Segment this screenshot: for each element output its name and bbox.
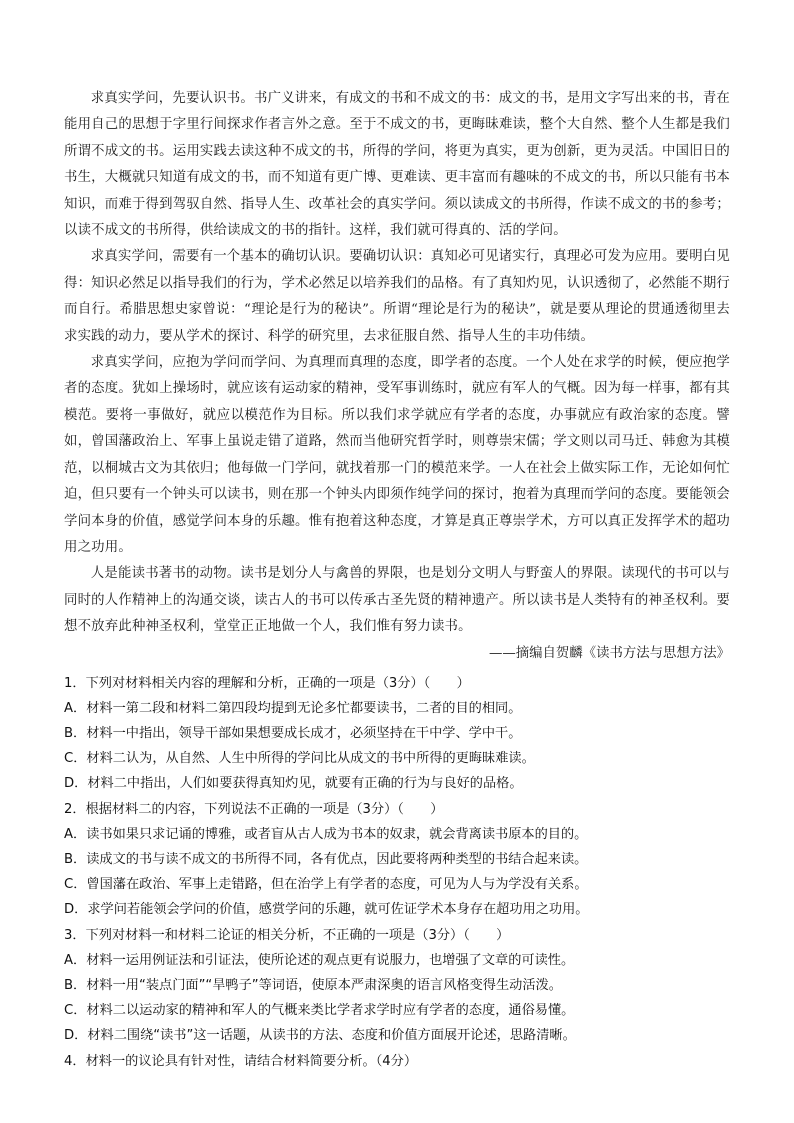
question-stem: 4．材料一的议论具有针对性，请结合材料简要分析。（4分）: [64, 1053, 418, 1069]
passage-source: ——摘编自贺麟《读书方法与思想方法》: [488, 645, 730, 661]
question-stem: 1．下列对材料相关内容的理解和分析，正确的一项是（3分）（ ）: [64, 675, 470, 691]
question-1: [64, 671, 730, 797]
option-b: B．材料一用“装点门面”“旱鸭子”等词语，使原本严肃深奥的语言风格变得生动活泼。: [64, 977, 562, 993]
question-list: [64, 671, 730, 1074]
reading-passage: [64, 86, 730, 667]
option-d: D．材料二围绕“读书”这一话题，从读书的方法、态度和价值方面展开论述，思路清晰。: [64, 1028, 576, 1044]
option-a: A．材料一第二段和材料二第四段均提到无论多忙都要读书，二者的目的相同。: [64, 700, 522, 716]
passage-paragraph-1: 求真实学问，先要认识书。书广义讲来，有成文的书和不成文的书：成文的书，是用文字写出来的书，青在能用自己的思想于字里行间探求作者言外之意。至于不成文的书，更晦昧难读，整个大自然、整个人生都是我们所谓不成文的书。运用实践去读这种不成文的书，所得的学问，将更为真实，更为创新，更为灵活。中国旧日的书生，大概就只知道有成文的书，而不知道有更广博、更难读、更丰富而有趣味的不成文的书，所以只能有书本知识，而难于得到驾驭自然、指导人生、改革社会的真实学问。须以读成文的书所得，作读不成文的书的参考；以读不成文的书所得，供给读成文的书的指针。这样，我们就可得真的、活的学问。: [64, 91, 730, 239]
passage-paragraph-2: 求真实学问，需要有一个基本的确切认识。要确切认识：真知必可见诸实行，真理必可发为应用。要明白见得：知识必然足以指导我们的行为，学术必然足以培养我们的品格。有了真知灼见，认识透彻了，必然能不期行而自行。希腊思想史家曾说：“理论是行为的秘诀”。所谓“理论是行为的秘诀”，就是要从理论的贯通透彻里去求实践的动力，要从学术的探讨、科学的研究里，去求征服自然、指导人生的丰功伟绩。: [64, 249, 730, 344]
question-3: [64, 923, 730, 1049]
question-stem: 3．下列对材料一和材料二论证的相关分析，不正确的一项是（3分）（ ）: [64, 927, 510, 943]
passage-paragraph-3: 求真实学问，应抱为学问而学问、为真理而真理的态度，即学者的态度。一个人处在求学的时候，便应抱学者的态度。犹如上操场时，就应该有运动家的精神，受军事训练时，就应有军人的气概。因为每一样事，都有其模范。要将一事做好，就应以模范作为目标。所以我们求学就应有学者的态度，办事就应有政治家的态度。譬如，曾国藩政治上、军事上虽说走错了道路，然而当他研究哲学时，则尊崇宋儒；学文则以司马迁、韩愈为其模范，以桐城古文为其依归；他每做一门学问，就找着那一门的模范来学。一人在社会上做实际工作，无论如何忙迫，但只要有一个钟头可以读书，则在那一个钟头内即须作纯学问的探讨，抱着为真理而学问的态度。要能领会学问本身的价值，感觉学问本身的乐趣。惟有抱着这种态度，才算是真正尊崇学术，方可以真正发挥学术的超功用之功用。: [64, 355, 730, 555]
option-d: D．材料二中指出，人们如要获得真知灼见，就要有正确的行为与良好的品格。: [64, 776, 523, 792]
option-b: B．读成文的书与读不成文的书所得不同，各有优点，因此要将两种类型的书结合起来读。: [64, 851, 588, 867]
question-2: [64, 797, 730, 923]
question-4: [64, 1049, 730, 1074]
exam-page: [64, 86, 730, 1074]
option-c: C．曾国藩在政治、军事上走错路，但在治学上有学者的态度，可见为人与为学没有关系。: [64, 877, 588, 893]
option-b: B．材料一中指出，领导干部如果想要成长成才，必须坚持在干中学、学中干。: [64, 725, 522, 741]
option-d: D．求学问若能领会学问的价值，感赏学问的乐趣，就可佐证学术本身存在超功用之功用。: [64, 902, 589, 918]
option-a: A．材料一运用例证法和引证法，使所论述的观点更有说服力，也增强了文章的可读性。: [64, 952, 575, 968]
option-a: A．读书如果只求记诵的博雅，或者盲从古人成为书本的奴隶，就会背离读书原本的目的。: [64, 826, 588, 842]
passage-paragraph-4: 人是能读书著书的动物。读书是划分人与禽兽的界限，也是划分文明人与野蛮人的界限。读现代的书可以与同时的人作精神上的沟通交谈，读古人的书可以传承古圣先贤的精神遗产。所以读书是人类特有的神圣权利。要想不放弃此种神圣权利，堂堂正正地做一个人，我们惟有努力读书。: [64, 566, 730, 635]
option-c: C．材料二以运动家的精神和军人的气概来类比学者求学时应有学者的态度，通俗易懂。: [64, 1003, 575, 1019]
question-stem: 2．根据材料二的内容，下列说法不正确的一项是（3分）（ ）: [64, 801, 444, 817]
option-c: C．材料二认为，从自然、人生中所得的学问比从成文的书中所得的更晦昧难读。: [64, 751, 535, 767]
